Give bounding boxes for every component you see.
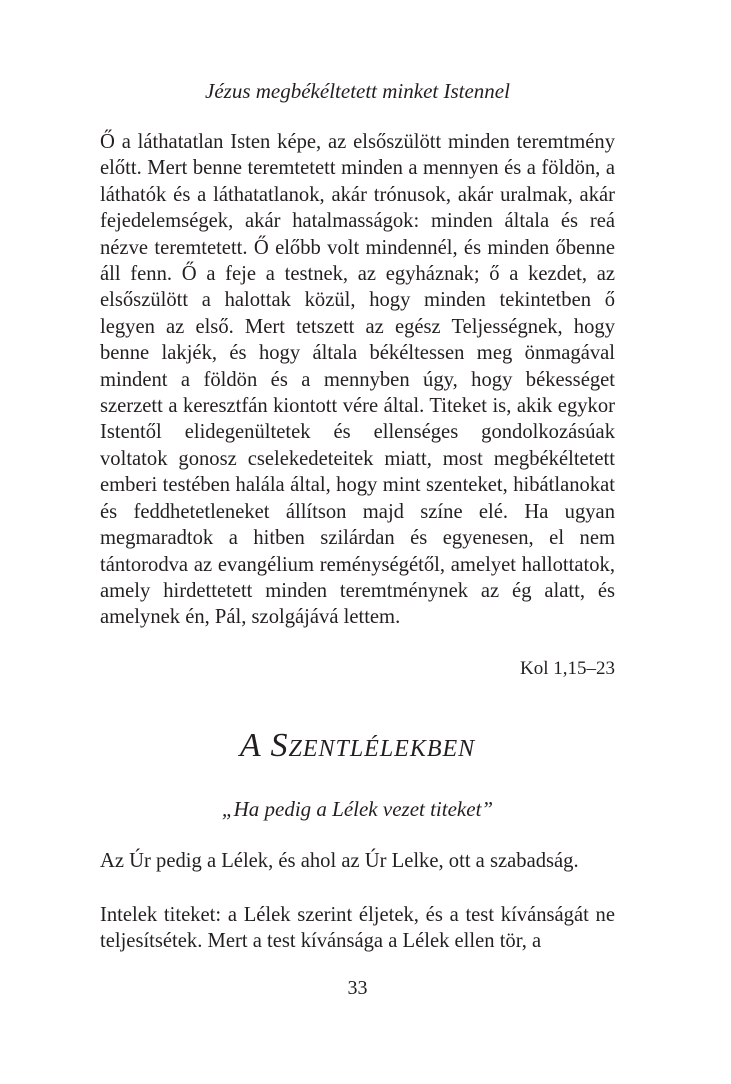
scripture-reference: Kol 1,15–23 [520, 658, 615, 679]
chapter-title: A Szentlélekben [239, 727, 476, 764]
scripture-passage: Ő a láthatatlan Isten képe, az elsőszülött minden teremtmény előtt. Mert benne teremtetett minden a mennyen és a földön, a láthatók és a láthatatlanok, akár trónusok, akár uralmak, akár fejedelemségek, akár hatalmasságok: minden általa és reá nézve teremtetett. Ő előbb volt mindennél, és minden őbenne áll fenn. Ő a feje a testnek, az egyháznak; ő a kezdet, az elsőszülött a halottak közül, hogy minden tekintetben ő legyen az első. Mert tetszett az egész Teljességnek, hogy benne lakjék, és hogy általa békéltessen meg önmagával mindent a földön és a mennyben úgy, hogy békességet szerzett a keresztfán kiontott vére által. Titeket is, akik egykor Istentől elidegenültetek és ellenséges gondolkozásúak voltatok gonosz cselekedeteitek miatt, most megbékéltetett emberi testében halála által, hogy mint szenteket, hibátlanokat és feddhetetleneket állítson majd színe elé. Ha ugyan megmaradtok a hitben szilárdan és egyenesen, el nem tántorodva az evangélium reménységétől, amelyet hallottatok, amely hirdettetett minden teremtménynek az ég alatt, és amelynek én, Pál, szolgájává lettem. [100, 131, 615, 629]
scripture-passage-2: Az Úr pedig a Lélek, és ahol az Úr Lelke, ott a szabadság. [100, 850, 579, 872]
section-heading: Jézus megbékéltetett minket Istennel [205, 79, 510, 103]
page-number: 33 [347, 977, 368, 999]
scripture-passage-3: Intelek titeket: a Lélek szerint éljetek, és a test kívánságát ne teljesítsétek. Mert a test kívánsága a Lélek ellen tör, a [100, 904, 615, 953]
section-subheading: „Ha pedig a Lélek vezet titeket” [221, 797, 494, 821]
book-page [100, 0, 615, 1084]
